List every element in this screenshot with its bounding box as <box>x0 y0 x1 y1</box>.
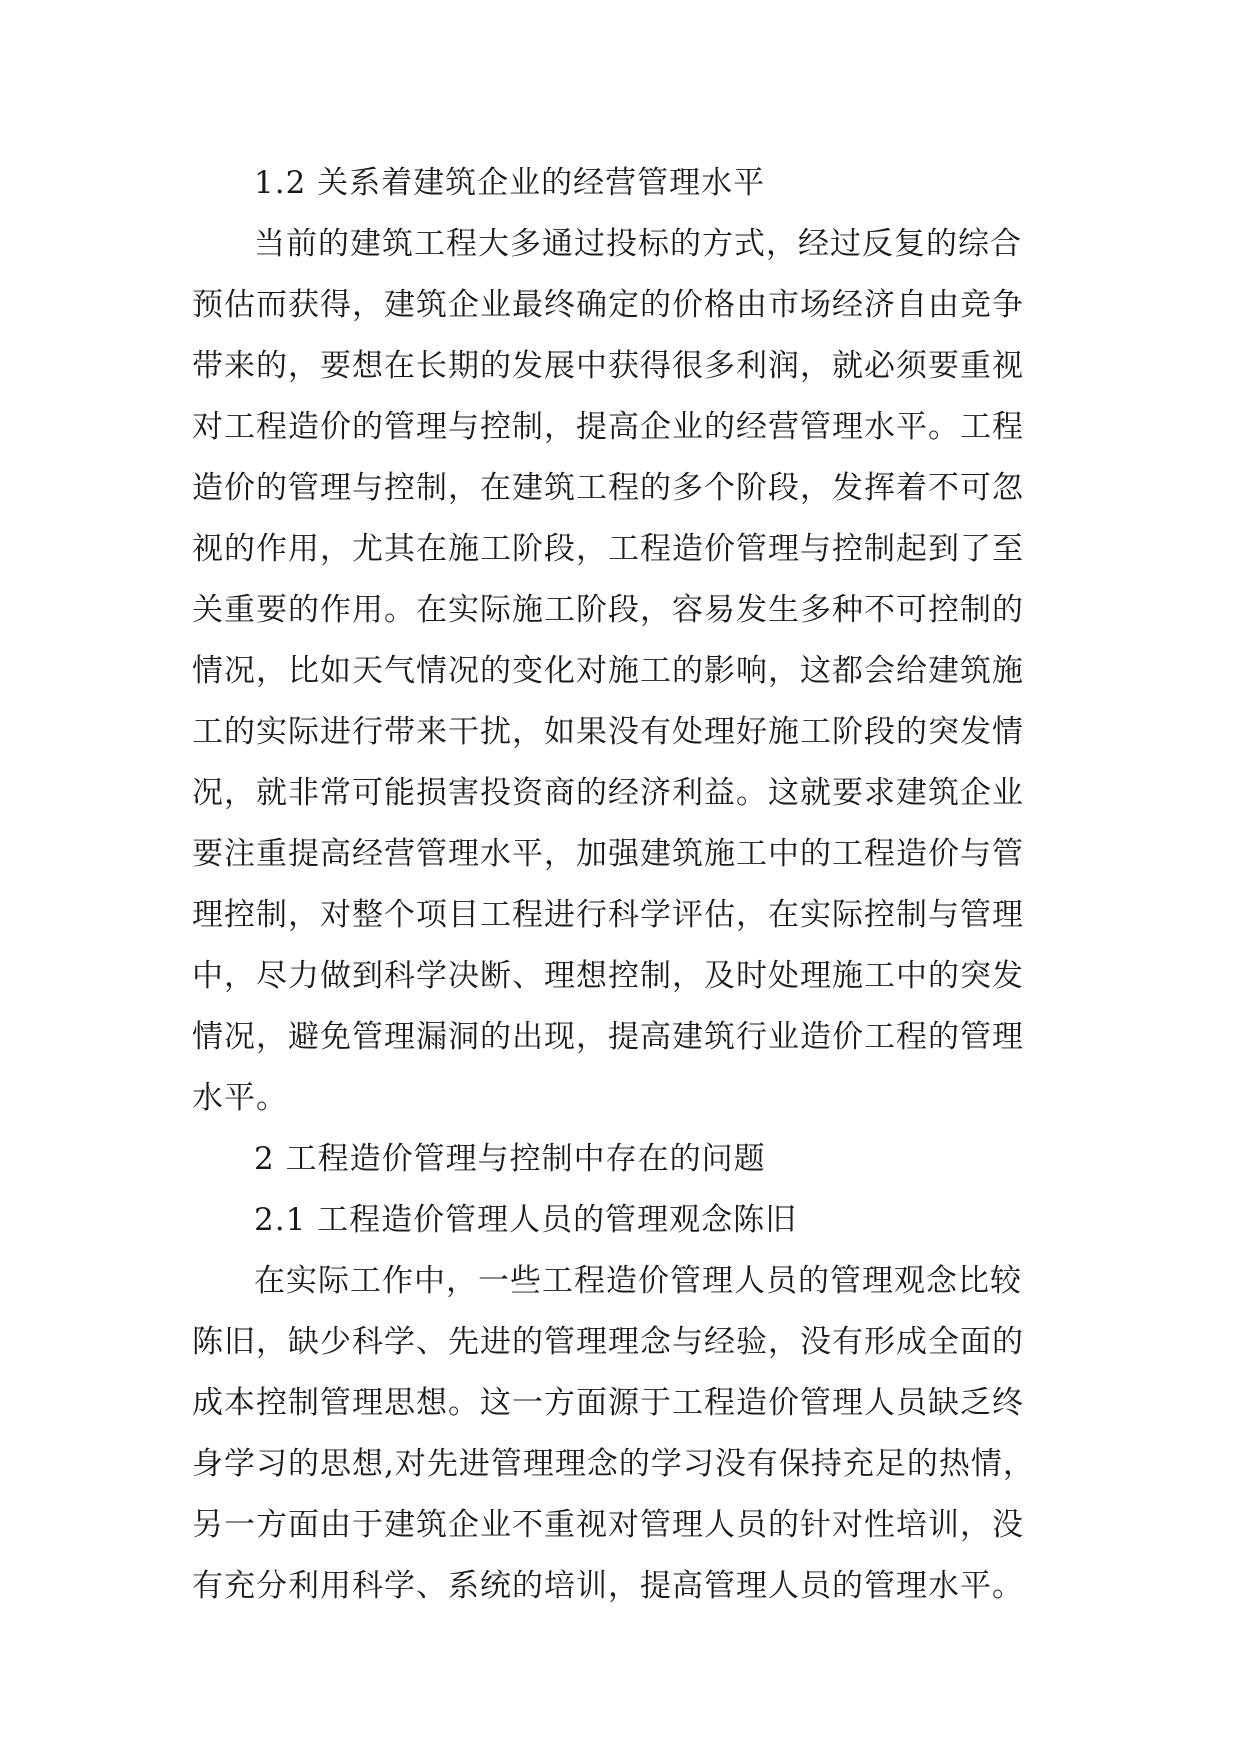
paragraph-line: 预估而获得，建筑企业最终确定的价格由市场经济自由竞争 <box>192 287 1024 323</box>
paragraph-line: 水平。 <box>192 1080 288 1116</box>
paragraph-line: 中，尽力做到科学决断、理想控制，及时处理施工中的突发 <box>192 958 1024 994</box>
paragraph-line: 关重要的作用。在实际施工阶段，容易发生多种不可控制的 <box>192 592 1024 628</box>
paragraph-line: 理控制，对整个项目工程进行科学评估，在实际控制与管理 <box>192 897 1024 933</box>
paragraph-line: 造价的管理与控制，在建筑工程的多个阶段，发挥着不可忽 <box>192 470 1024 506</box>
paragraph-line: 对工程造价的管理与控制，提高企业的经营管理水平。工程 <box>192 409 1024 445</box>
paragraph-line: 视的作用，尤其在施工阶段，工程造价管理与控制起到了至 <box>192 531 1024 567</box>
paragraph-line: 情况，比如天气情况的变化对施工的影响，这都会给建筑施 <box>192 653 1024 689</box>
paragraph-line: 工的实际进行带来干扰，如果没有处理好施工阶段的突发情 <box>192 714 1024 750</box>
section-heading-1-2: 1.2 关系着建筑企业的经营管理水平 <box>254 165 766 201</box>
paragraph-line: 要注重提高经营管理水平，加强建筑施工中的工程造价与管 <box>192 836 1024 872</box>
paragraph-line: 有充分利用科学、系统的培训，提高管理人员的管理水平。 <box>192 1568 1024 1604</box>
paragraph-line: 陈旧，缺少科学、先进的管理理念与经验，没有形成全面的 <box>192 1324 1024 1360</box>
paragraph-line: 情况，避免管理漏洞的出现，提高建筑行业造价工程的管理 <box>192 1019 1024 1055</box>
section-heading-2: 2 工程造价管理与控制中存在的问题 <box>254 1141 766 1177</box>
paragraph-line: 另一方面由于建筑企业不重视对管理人员的针对性培训，没 <box>192 1507 1024 1543</box>
paragraph-line: 身学习的思想,对先进管理理念的学习没有保持充足的热情， <box>192 1446 1035 1482</box>
paragraph-line: 带来的，要想在长期的发展中获得很多利润，就必须要重视 <box>192 348 1024 384</box>
paragraph-line: 当前的建筑工程大多通过投标的方式，经过反复的综合 <box>254 226 1022 262</box>
paragraph-line: 成本控制管理思想。这一方面源于工程造价管理人员缺乏终 <box>192 1385 1024 1421</box>
paragraph-line: 况，就非常可能损害投资商的经济利益。这就要求建筑企业 <box>192 775 1024 811</box>
paragraph-line: 在实际工作中，一些工程造价管理人员的管理观念比较 <box>254 1263 1022 1299</box>
section-heading-2-1: 2.1 工程造价管理人员的管理观念陈旧 <box>254 1202 798 1238</box>
